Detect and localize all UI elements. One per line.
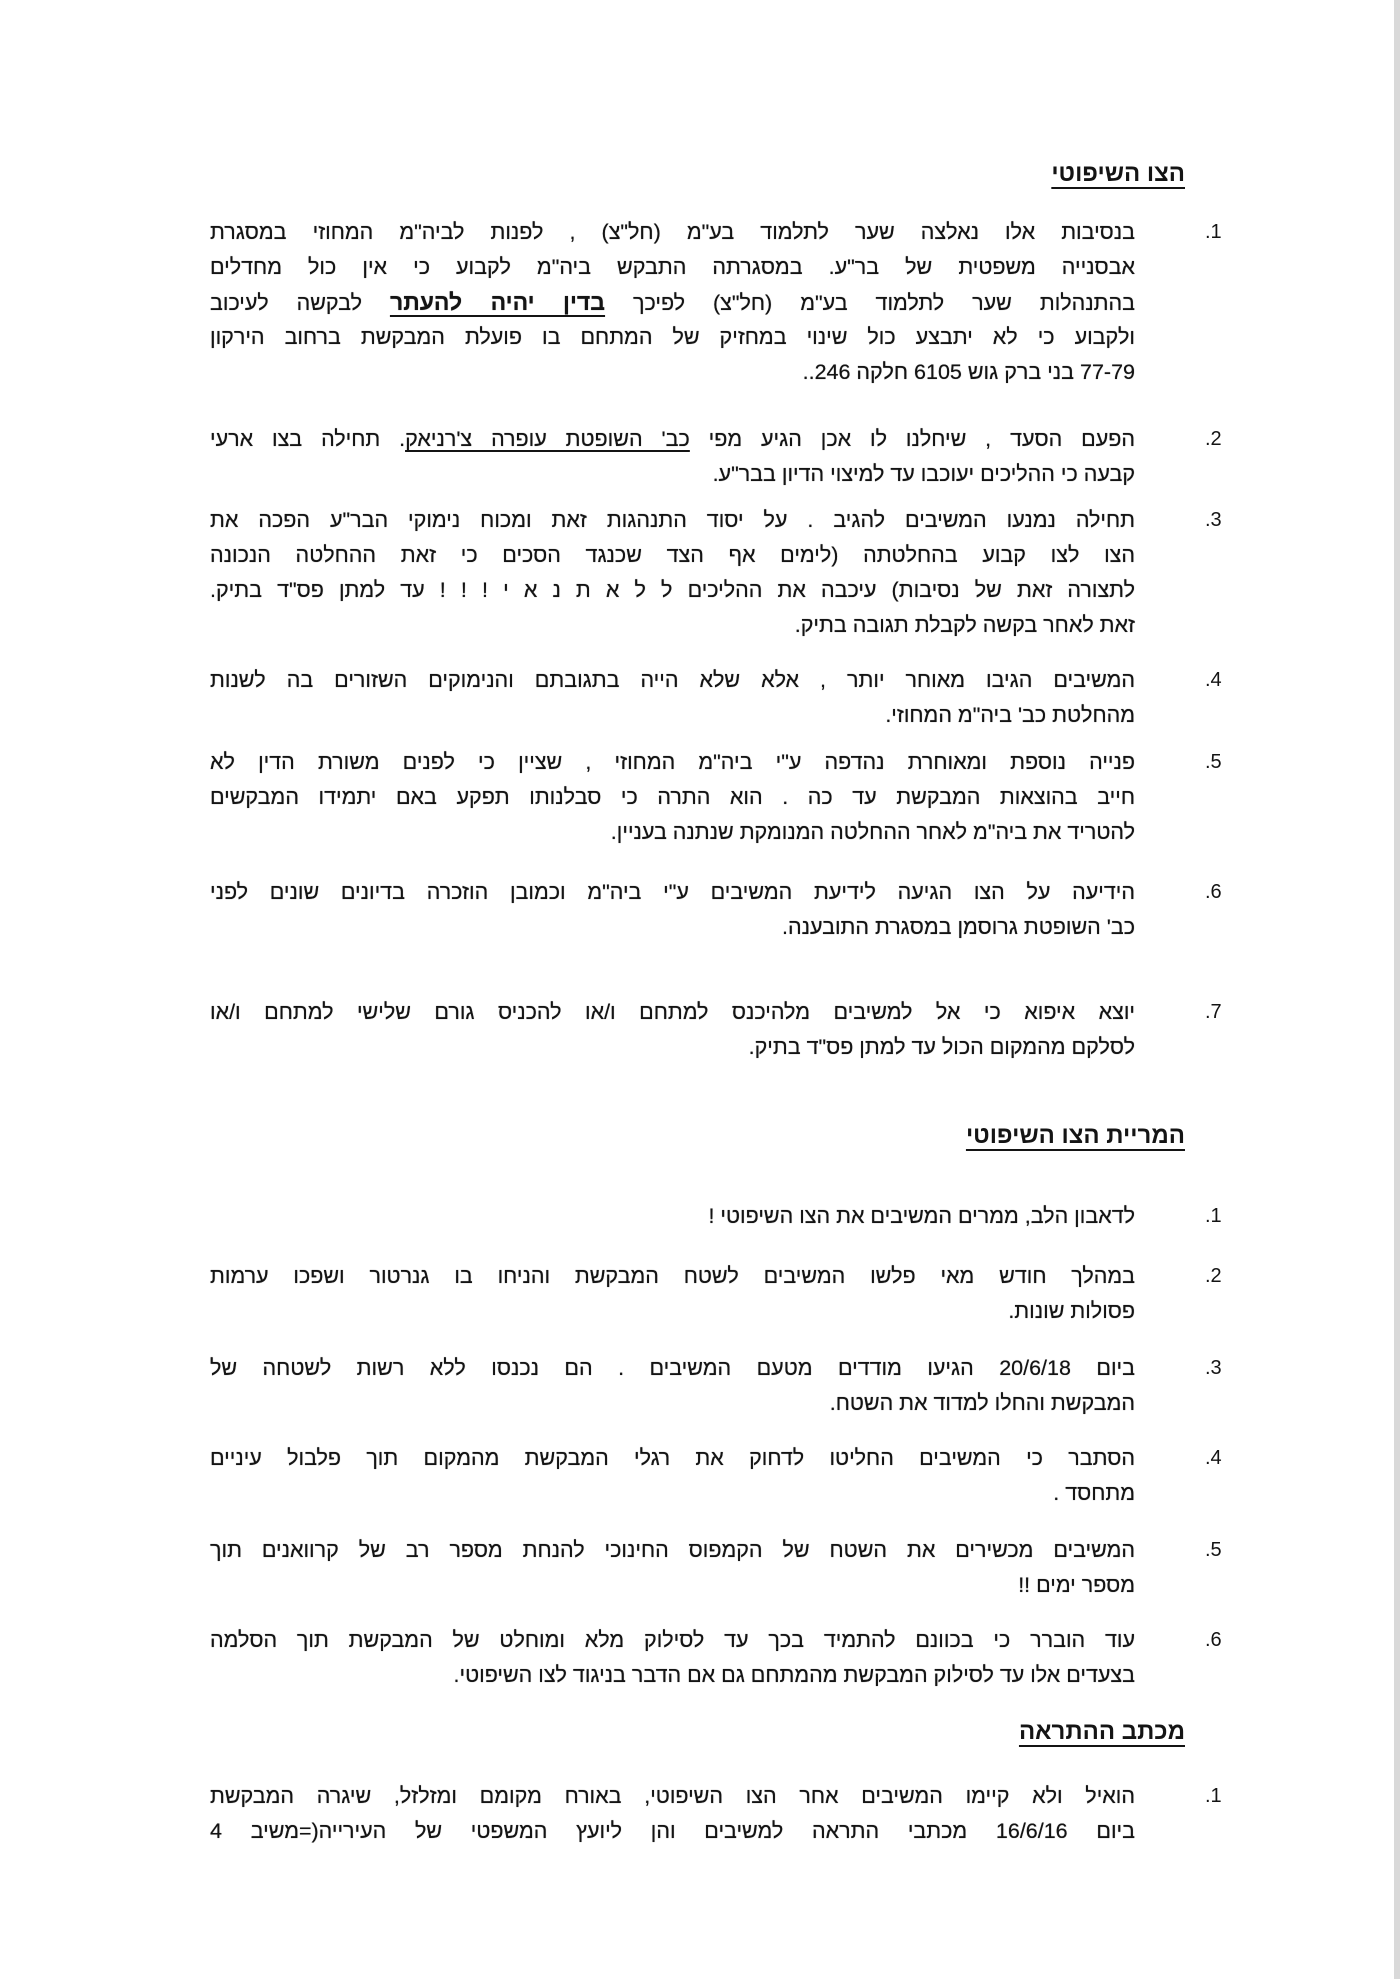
text-line: הסתבר כי המשיבים החליטו לדחוק את רגלי המבקשת מהמקום תוך פלבול עיניים xyxy=(210,1446,1135,1470)
text-line: פסולות שונות. xyxy=(1008,1299,1135,1323)
numbered-paragraph xyxy=(210,503,1135,643)
text-line xyxy=(210,285,1135,320)
text-line: אבסנייה משפטית של בר"ע. במסגרתה התבקש ביה"מ לקבוע כי אין כול מחדלים xyxy=(210,255,1135,279)
numbered-paragraph xyxy=(210,1199,1135,1234)
numbered-paragraph xyxy=(210,215,1135,390)
text-segment: . תחילה בצו ארעי xyxy=(210,427,406,451)
emphasized-text: בדין יהיה להעתר xyxy=(389,289,606,315)
text-line: הידיעה על הצו הגיעה לידיעת המשיבים ע"י ביה"מ וכמובן הוזכרה בדיונים שונים לפני xyxy=(210,880,1135,904)
text-line: לסלקם מהמקום הכול עד למתן פס"ד בתיק. xyxy=(748,1035,1135,1059)
text-line: מספר ימים !! xyxy=(1018,1573,1135,1597)
item-number: .7 xyxy=(1205,1001,1222,1023)
text-line: ולקבוע כי לא יתבצע כול שינוי במחזיק של המתחם בו פועלת המבקשת ברחוב הירקון xyxy=(210,325,1135,349)
text-segment: בהתנהלות שער לתלמוד בע"מ (חל"צ) לפיכך xyxy=(605,291,1135,315)
text-line: קבעה כי ההליכים יעוכבו עד למיצוי הדיון בבר"ע. xyxy=(712,462,1135,486)
text-line: זאת לאחר בקשה לקבלת תגובה בתיק. xyxy=(794,613,1135,637)
text-line: עוד הוברר כי בכוונם להתמיד בכך עד לסילוק מלא ומוחלט של המבקשת תוך הסלמה xyxy=(210,1628,1135,1652)
text-line: להטריד את ביה"מ לאחר ההחלטה המנומקת שנתנה בעניין. xyxy=(610,820,1135,844)
text-line: 77-79 בני ברק גוש 6105 חלקה 246.. xyxy=(802,360,1135,384)
section-heading: מכתב ההתראה xyxy=(1018,1718,1185,1745)
numbered-paragraph xyxy=(210,745,1135,850)
text-line: מהחלטת כב' ביה"מ המחוזי. xyxy=(885,703,1135,727)
item-number: .2 xyxy=(1205,1265,1222,1287)
text-line: יוצא איפוא כי אל למשיבים מלהיכנס למתחם ו/או להכניס גורם שלישי למתחם ו/או xyxy=(210,1000,1135,1024)
numbered-paragraph xyxy=(210,1259,1135,1329)
text-line: כב' השופטת גרוסמן במסגרת התובענה. xyxy=(782,915,1135,939)
numbered-paragraph xyxy=(210,1441,1135,1511)
text-line: לדאבון הלב, ממרים המשיבים את הצו השיפוטי ! xyxy=(708,1204,1135,1228)
text-line: חייב בהוצאות המבקשת עד כה . הוא התרה כי סבלנותו תפקע באם יתמידו המבקשים xyxy=(210,785,1135,809)
text-line: בנסיבות אלו נאלצה שער לתלמוד בע"מ (חל"צ) , לפנות לביה"מ המחוזי במסגרת xyxy=(210,220,1135,244)
section-heading: הצו השיפוטי xyxy=(1051,160,1185,187)
text-line: תחילה נמנעו המשיבים להגיב . על יסוד התנהגות זאת ומכוח נימוקי הבר"ע הפכה את xyxy=(210,508,1135,532)
text-segment: הפעם הסעד , שיחלנו לו אכן הגיע מפי xyxy=(689,427,1135,451)
text-line: ביום 16/6/16 מכתבי התראה למשיבים והן ליועץ המשפטי של העירייה(=משיב 4 xyxy=(210,1819,1135,1843)
numbered-paragraph xyxy=(210,1351,1135,1421)
text-line: המבקשת והחלו למדוד את השטח. xyxy=(829,1391,1135,1415)
scan-edge xyxy=(1394,0,1400,1979)
text-line: ביום 20/6/18 הגיעו מודדים מטעם המשיבים . הם נכנסו ללא רשות לשטחה של xyxy=(210,1356,1135,1380)
item-number: .2 xyxy=(1205,428,1222,450)
section-heading: המריית הצו השיפוטי xyxy=(965,1122,1185,1149)
numbered-paragraph xyxy=(210,1533,1135,1603)
item-number: .1 xyxy=(1205,1205,1222,1227)
item-number: .5 xyxy=(1205,1539,1222,1561)
numbered-paragraph xyxy=(210,995,1135,1065)
numbered-paragraph xyxy=(210,1623,1135,1693)
text-segment: לבקשה לעיכוב xyxy=(210,291,390,315)
item-number: .1 xyxy=(1205,1785,1222,1807)
emphasized-text: כב' השופטת עופרה צ'רניאק xyxy=(405,427,690,451)
text-line: הואיל ולא קיימו המשיבים אחר הצו השיפוטי, באורח מקומם ומזלזל, שיגרה המבקשת xyxy=(210,1784,1135,1808)
numbered-paragraph xyxy=(210,875,1135,945)
text-line: הצו לצו קבוע בהחלטתה (לימים אף הצד שכנגד הסכים כי זאת ההחלטה הנכונה xyxy=(210,543,1135,567)
text-line: פנייה נוספת ומאוחרת נהדפה ע"י ביה"מ המחוזי , שציין כי לפנים משורת הדין לא xyxy=(210,750,1135,774)
text-line xyxy=(210,422,1135,457)
item-number: .4 xyxy=(1205,1447,1222,1469)
item-number: .6 xyxy=(1205,881,1222,903)
text-line: מתחסד . xyxy=(1053,1481,1135,1505)
numbered-paragraph xyxy=(210,663,1135,733)
item-number: .3 xyxy=(1205,509,1222,531)
item-number: .6 xyxy=(1205,1629,1222,1651)
item-number: .5 xyxy=(1205,751,1222,773)
text-line: המשיבים הגיבו מאוחר יותר , אלא שלא הייה בתגובתם והנימוקים השזורים בה לשנות xyxy=(210,668,1135,692)
numbered-paragraph xyxy=(210,422,1135,492)
text-line: בצעדים אלו עד לסילוק המבקשת מהמתחם גם אם הדבר בניגוד לצו השיפוטי. xyxy=(453,1663,1135,1687)
numbered-paragraph xyxy=(210,1779,1135,1849)
text-line: לתצורה זאת של נסיבות) עיכבה את ההליכים ל ל א ת נ א י ! ! ! עד למתן פס"ד בתיק. xyxy=(210,578,1135,602)
item-number: .1 xyxy=(1205,221,1222,243)
item-number: .4 xyxy=(1205,669,1222,691)
text-line: במהלך חודש מאי פלשו המשיבים לשטח המבקשת והניחו בו גנרטור ושפכו ערמות xyxy=(210,1264,1135,1288)
text-line: המשיבים מכשירים את השטח של הקמפוס החינוכי להנחת מספר רב של קרוואנים תוך xyxy=(210,1538,1135,1562)
item-number: .3 xyxy=(1205,1357,1222,1379)
